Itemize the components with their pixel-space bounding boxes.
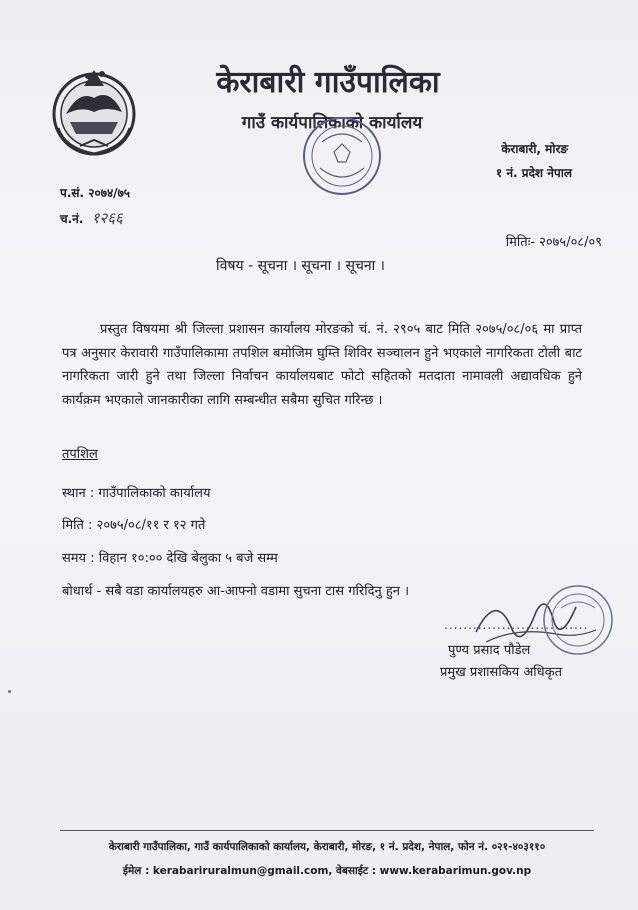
reference-number: प.सं. २०७४/७५ — [60, 186, 131, 200]
letter-body: प्रस्तुत विषयमा श्री जिल्ला प्रशासन कार्यालय मोरङको चं. नं. २९०५ बाट मिति २०७५/०८/०६ मा प्राप्त पत्र अनुसार केरावारी गाउँपालिकामा तपशिल बमोजिम घुम्ति शिविर सञ्चालन हुने भएकाले नागरिकता टोली बाट नागरिकता जारी हुने तथा जिल्ला निर्वाचन कार्यालयबाट फोटो सहितको मतदाता नामावली अद्यावधिक हुने कार्यक्रम भएकाले जानकारीका लागि सम्बन्धीत सबैमा सुचित गरिन्छ । — [62, 322, 582, 408]
address-line-2: १ नं. प्रदेश नेपाल — [495, 166, 572, 180]
footer-web-line: ईमेल : kerabariruralmun@gmail.com, वेबसाईट : www.kerabarimun.gov.np — [122, 865, 532, 877]
letter-date: मितिः- २०७५/०८/०९ — [505, 235, 602, 250]
dispatch-number-label: च.नं. — [60, 212, 84, 226]
org-name-heading: केराबारी गाउँपालिका — [216, 65, 440, 100]
scan-speck — [8, 690, 11, 693]
schedule-date: मिति : २०७५/०८/११ र १२ गते — [62, 518, 206, 533]
signature-line: .............................. — [444, 618, 589, 632]
schedule-title: तपशिल — [62, 447, 98, 462]
signer-title: प्रमुख प्रशासकिय अधिकृत — [440, 665, 563, 680]
schedule-place: स्थान : गाउँपालिकाको कार्यालय — [62, 486, 211, 501]
letter-subject: विषय - सूचना । सूचना । सूचना । — [216, 258, 385, 274]
footer-contact-line: केराबारी गाउँपालिका, गाउँ कार्यपालिकाको कार्यालय, केराबारी, मोरङ, १ नं. प्रदेश, नेपाल, फोन नं. ०२१-४०३११० — [108, 841, 546, 853]
signer-name: पुण्य प्रसाद पौडेल — [448, 643, 531, 658]
dispatch-number-value: १२६६ — [91, 209, 123, 227]
copy-to-note: बोधार्थ - सबै वडा कार्यालयहरु आ-आफ्नो वडामा सुचना टास गरिदिनु हुन । — [62, 584, 410, 599]
office-name-heading: गाउँ कार्यपालिकाको कार्यालय — [241, 113, 423, 133]
office-stamp — [292, 112, 392, 202]
dispatch-number — [60, 208, 123, 228]
schedule-time: समय : विहान १०:०० देखि बेलुका ५ बजे सम्म — [62, 551, 278, 566]
footer-divider — [60, 830, 594, 831]
nepal-emblem-logo — [44, 62, 144, 162]
address-line-1: केराबारी, मोरङ — [501, 142, 568, 156]
